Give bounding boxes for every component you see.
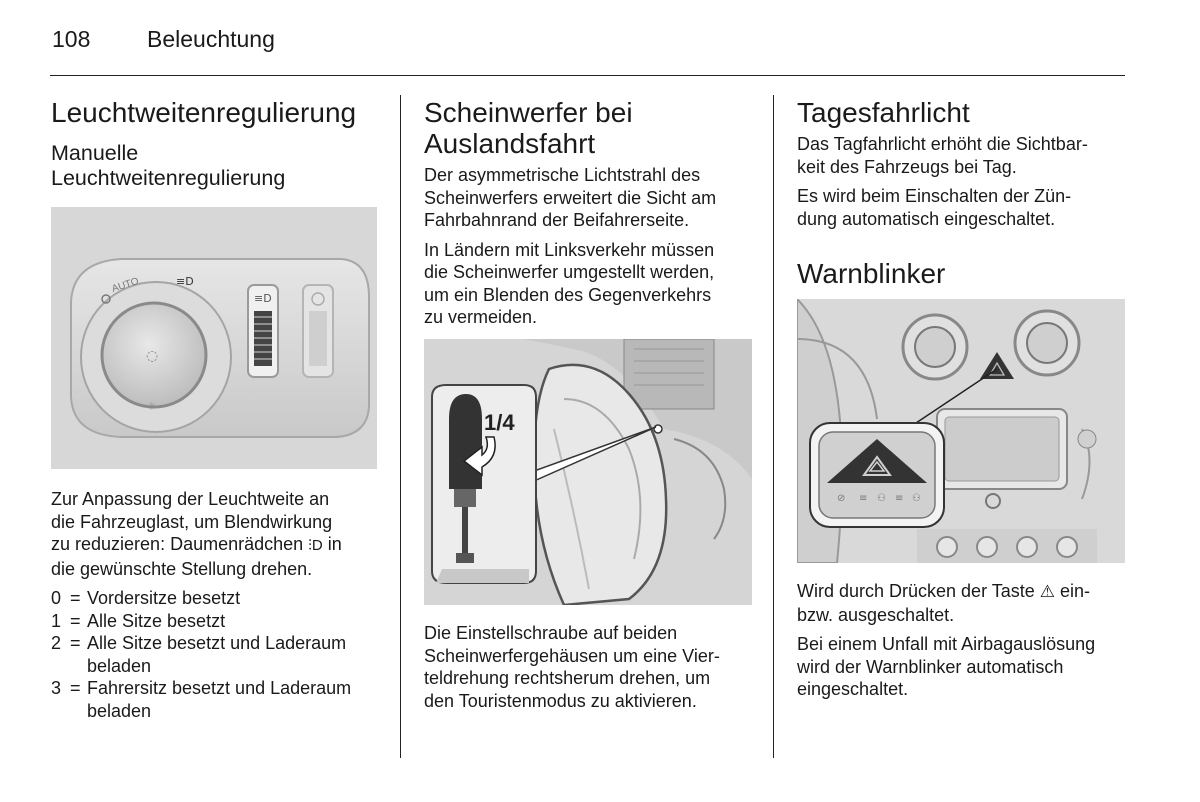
auslandsfahrt-para-3-line: Die Einstellschraube auf beiden xyxy=(424,623,678,643)
auslandsfahrt-para-1-line: Scheinwerfers erweitert die Sicht am xyxy=(424,187,717,208)
section-heading-tagesfahrlicht: Tagesfahrlicht xyxy=(797,97,970,128)
leuchtweite-text-line-1: Zur Anpassung der Leuchtweite an xyxy=(51,489,330,509)
hazard-warning-icon: ⚠ xyxy=(1039,582,1056,601)
thumbwheel-icon: ⫶D xyxy=(308,537,323,554)
warnblinker-para-2-line: wird der Warnblinker automatisch xyxy=(797,656,1064,677)
tagesfahrlicht-para-2-line: dung automatisch eingeschaltet. xyxy=(797,208,1056,229)
auslandsfahrt-para-3-line: teldrehung rechtsherum drehen, um xyxy=(424,668,711,688)
leuchtweite-text-line-2: die Fahrzeuglast, um Blendwirkung xyxy=(51,511,333,532)
auslandsfahrt-para-2-line: die Scheinwerfer umgestellt werden, xyxy=(424,262,715,282)
auslandsfahrt-para-3-line: den Touristenmodus zu aktivieren. xyxy=(424,690,697,711)
subheading-line-1: Manuelle xyxy=(51,141,139,165)
tagesfahrlicht-para-1-line: Das Tagfahrlicht erhöht die Sichtbar- xyxy=(797,134,1088,154)
list-item: 1 = Alle Sitze besetzt xyxy=(51,610,226,631)
svg-text:≡: ≡ xyxy=(859,493,868,504)
svg-text:≡: ≡ xyxy=(895,493,904,504)
subheading-line-2: Leuchtweitenregulierung xyxy=(51,166,286,190)
warnblinker-para-2-line: eingeschaltet. xyxy=(797,679,909,699)
svg-text:☼: ☼ xyxy=(147,400,157,413)
chapter-title: Beleuchtung xyxy=(147,26,275,52)
section-heading-auslandsfahrt-line-2: Auslandsfahrt xyxy=(424,128,596,159)
auslandsfahrt-para-2-line: zu vermeiden. xyxy=(424,307,538,327)
column-3 xyxy=(797,95,1132,289)
svg-text:⚇: ⚇ xyxy=(912,493,921,504)
svg-text:◌: ◌ xyxy=(146,348,159,364)
column-3-text xyxy=(797,580,1132,701)
list-item: 2 = Alle Sitze besetzt und Laderaum beladen xyxy=(51,633,347,676)
list-item: 3 = Fahrersitz besetzt und Laderaum beladen xyxy=(51,678,352,721)
svg-text:≡D: ≡D xyxy=(254,292,272,305)
column-divider-1 xyxy=(400,95,401,758)
warnblinker-para-1-line-1: Wird durch Drücken der Taste ⚠ ein- xyxy=(797,581,1091,601)
section-heading-leuchtweite: Leuchtweitenregulierung xyxy=(51,97,357,128)
tagesfahrlicht-para-1-line: keit des Fahrzeugs bei Tag. xyxy=(797,156,1017,177)
column-2 xyxy=(424,95,759,329)
figure-headlamp-screw xyxy=(424,339,752,605)
auto-label: AUTO xyxy=(110,275,141,295)
column-2-text xyxy=(424,622,759,712)
figure-hazard-switch xyxy=(797,299,1125,563)
auslandsfahrt-para-2-line: In Ländern mit Linksverkehr müssen xyxy=(424,239,715,260)
tagesfahrlicht-para-2-line: Es wird beim Einschalten der Zün- xyxy=(797,186,1072,206)
header-rule xyxy=(50,75,1125,76)
auslandsfahrt-para-2-line: um ein Blenden des Gegenverkehrs xyxy=(424,284,712,305)
load-settings-list xyxy=(51,587,391,722)
figure-light-switch xyxy=(51,207,377,469)
column-1-text xyxy=(51,488,391,722)
warnblinker-para-1-line-2: bzw. ausgeschaltet. xyxy=(797,604,955,625)
warnblinker-para-2-line: Bei einem Unfall mit Airbagauslösung xyxy=(797,634,1096,654)
column-divider-2 xyxy=(773,95,774,758)
leuchtweite-text-line-3: zu reduzieren: Daumenrädchen ⫶D in xyxy=(51,534,342,554)
svg-text:≡D: ≡D xyxy=(176,275,194,288)
section-heading-auslandsfahrt-line-1: Scheinwerfer bei xyxy=(424,97,633,128)
auslandsfahrt-para-1-line: Fahrbahnrand der Beifahrerseite. xyxy=(424,210,690,230)
svg-text:⊘: ⊘ xyxy=(837,493,846,504)
leuchtweite-text-line-4: die gewünschte Stellung drehen. xyxy=(51,558,313,579)
page-header xyxy=(52,26,275,53)
section-heading-warnblinker: Warnblinker xyxy=(797,258,946,289)
quarter-turn-label: 1/4 xyxy=(484,410,515,435)
auslandsfahrt-para-1-line: Der asymmetrische Lichtstrahl des xyxy=(424,165,701,185)
column-1 xyxy=(51,95,381,191)
list-item: 0 = Vordersitze besetzt xyxy=(51,588,241,608)
page-number: 108 xyxy=(52,26,91,52)
auslandsfahrt-para-3-line: Scheinwerfergehäusen um eine Vier- xyxy=(424,645,720,666)
svg-text:⚇: ⚇ xyxy=(877,493,886,504)
